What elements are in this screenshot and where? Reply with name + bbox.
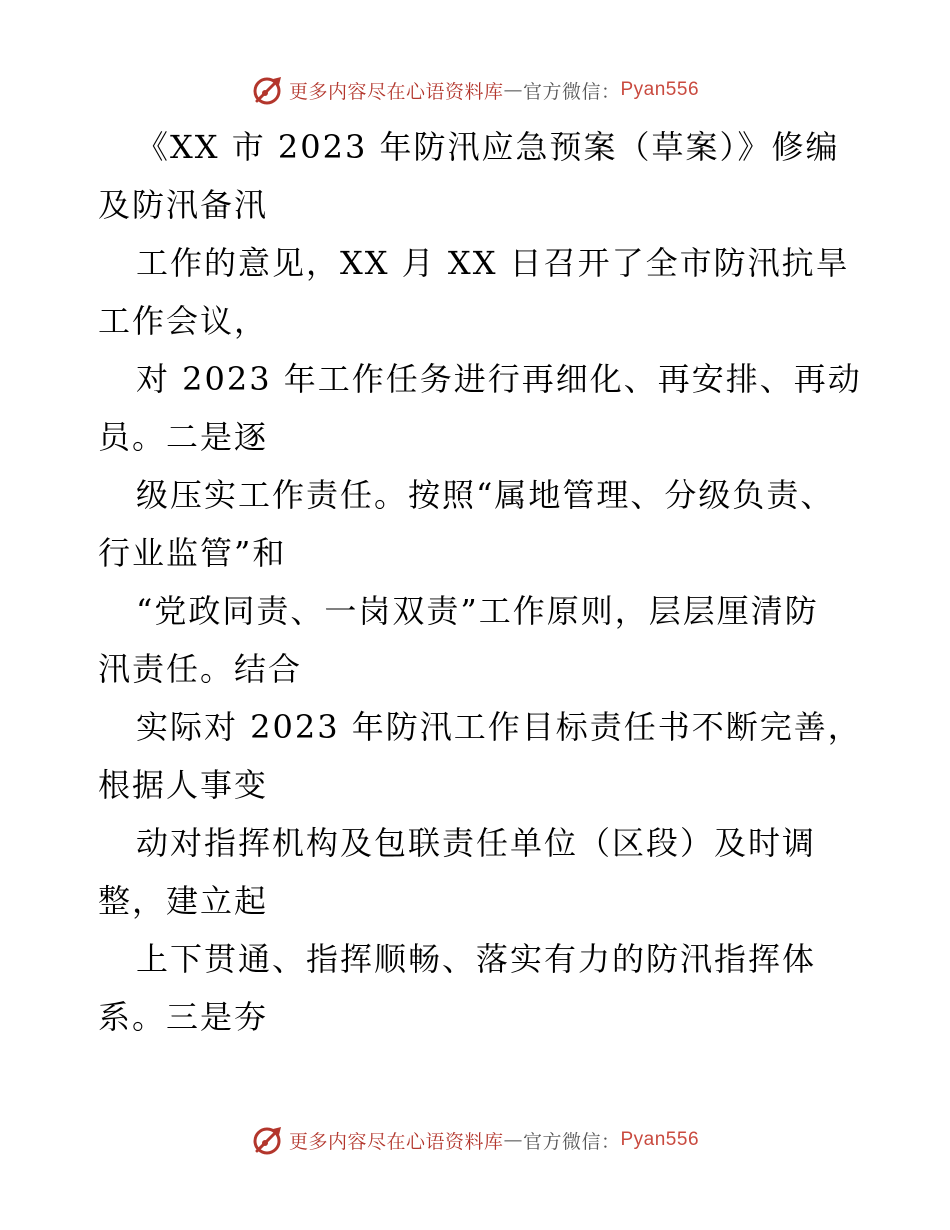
paragraph-line: 《XX 市 2023 年防汛应急预案（草案）》修编 [136, 128, 840, 166]
paragraph-line: “党政同责、一岗双责”工作原则，层层厘清防 [136, 592, 819, 630]
paragraph [98, 930, 858, 1046]
footer-watermark [0, 1120, 950, 1160]
paragraph-line: 整，建立起 [98, 882, 269, 920]
paragraph [98, 698, 862, 814]
paragraph [98, 234, 858, 350]
banner-text: 更多内容尽在心语资料库 [288, 1130, 504, 1153]
paragraph-line: 系。三是夯 [98, 998, 269, 1036]
brush-logo-icon [251, 73, 285, 107]
banner-text: 更多内容尽在心语资料库 [288, 80, 504, 103]
paragraph [98, 814, 858, 930]
banner-separator: — [503, 79, 523, 101]
paragraph [98, 466, 858, 582]
paragraph-line: 及防汛备汛 [98, 186, 269, 224]
paragraph-line: 工作的意见，XX 月 XX 日召开了全市防汛抗旱 [136, 244, 850, 282]
banner-wechat-label: 官方微信： [522, 1130, 621, 1153]
paragraph-line: 上下贯通、指挥顺畅、落实有力的防汛指挥体 [136, 940, 817, 978]
paragraph-line: 根据人事变 [98, 766, 269, 804]
banner-wechat-handle: Pyan556 [620, 79, 700, 100]
banner-wechat-handle: Pyan556 [620, 1129, 700, 1150]
paragraph-line: 对 2023 年工作任务进行再细化、再安排、再动 [136, 360, 862, 398]
paragraph-line: 级压实工作责任。按照“属地管理、分级负责、 [136, 476, 835, 514]
header-watermark [0, 70, 950, 110]
banner-separator: — [503, 1129, 523, 1151]
paragraph-line: 员。二是逐 [98, 418, 269, 456]
brush-logo-icon [251, 1123, 285, 1157]
paragraph-line: 行业监管”和 [98, 534, 287, 572]
document-body [98, 118, 862, 1046]
paragraph [98, 118, 858, 234]
paragraph-line: 汛责任。结合 [98, 650, 303, 688]
banner-wechat-label: 官方微信： [522, 80, 621, 103]
paragraph-line: 工作会议， [98, 302, 269, 340]
paragraph [98, 350, 862, 466]
paragraph [98, 582, 858, 698]
paragraph-line: 实际对 2023 年防汛工作目标责任书不断完善， [136, 708, 862, 746]
paragraph-line: 动对指挥机构及包联责任单位（区段）及时调 [136, 824, 817, 862]
